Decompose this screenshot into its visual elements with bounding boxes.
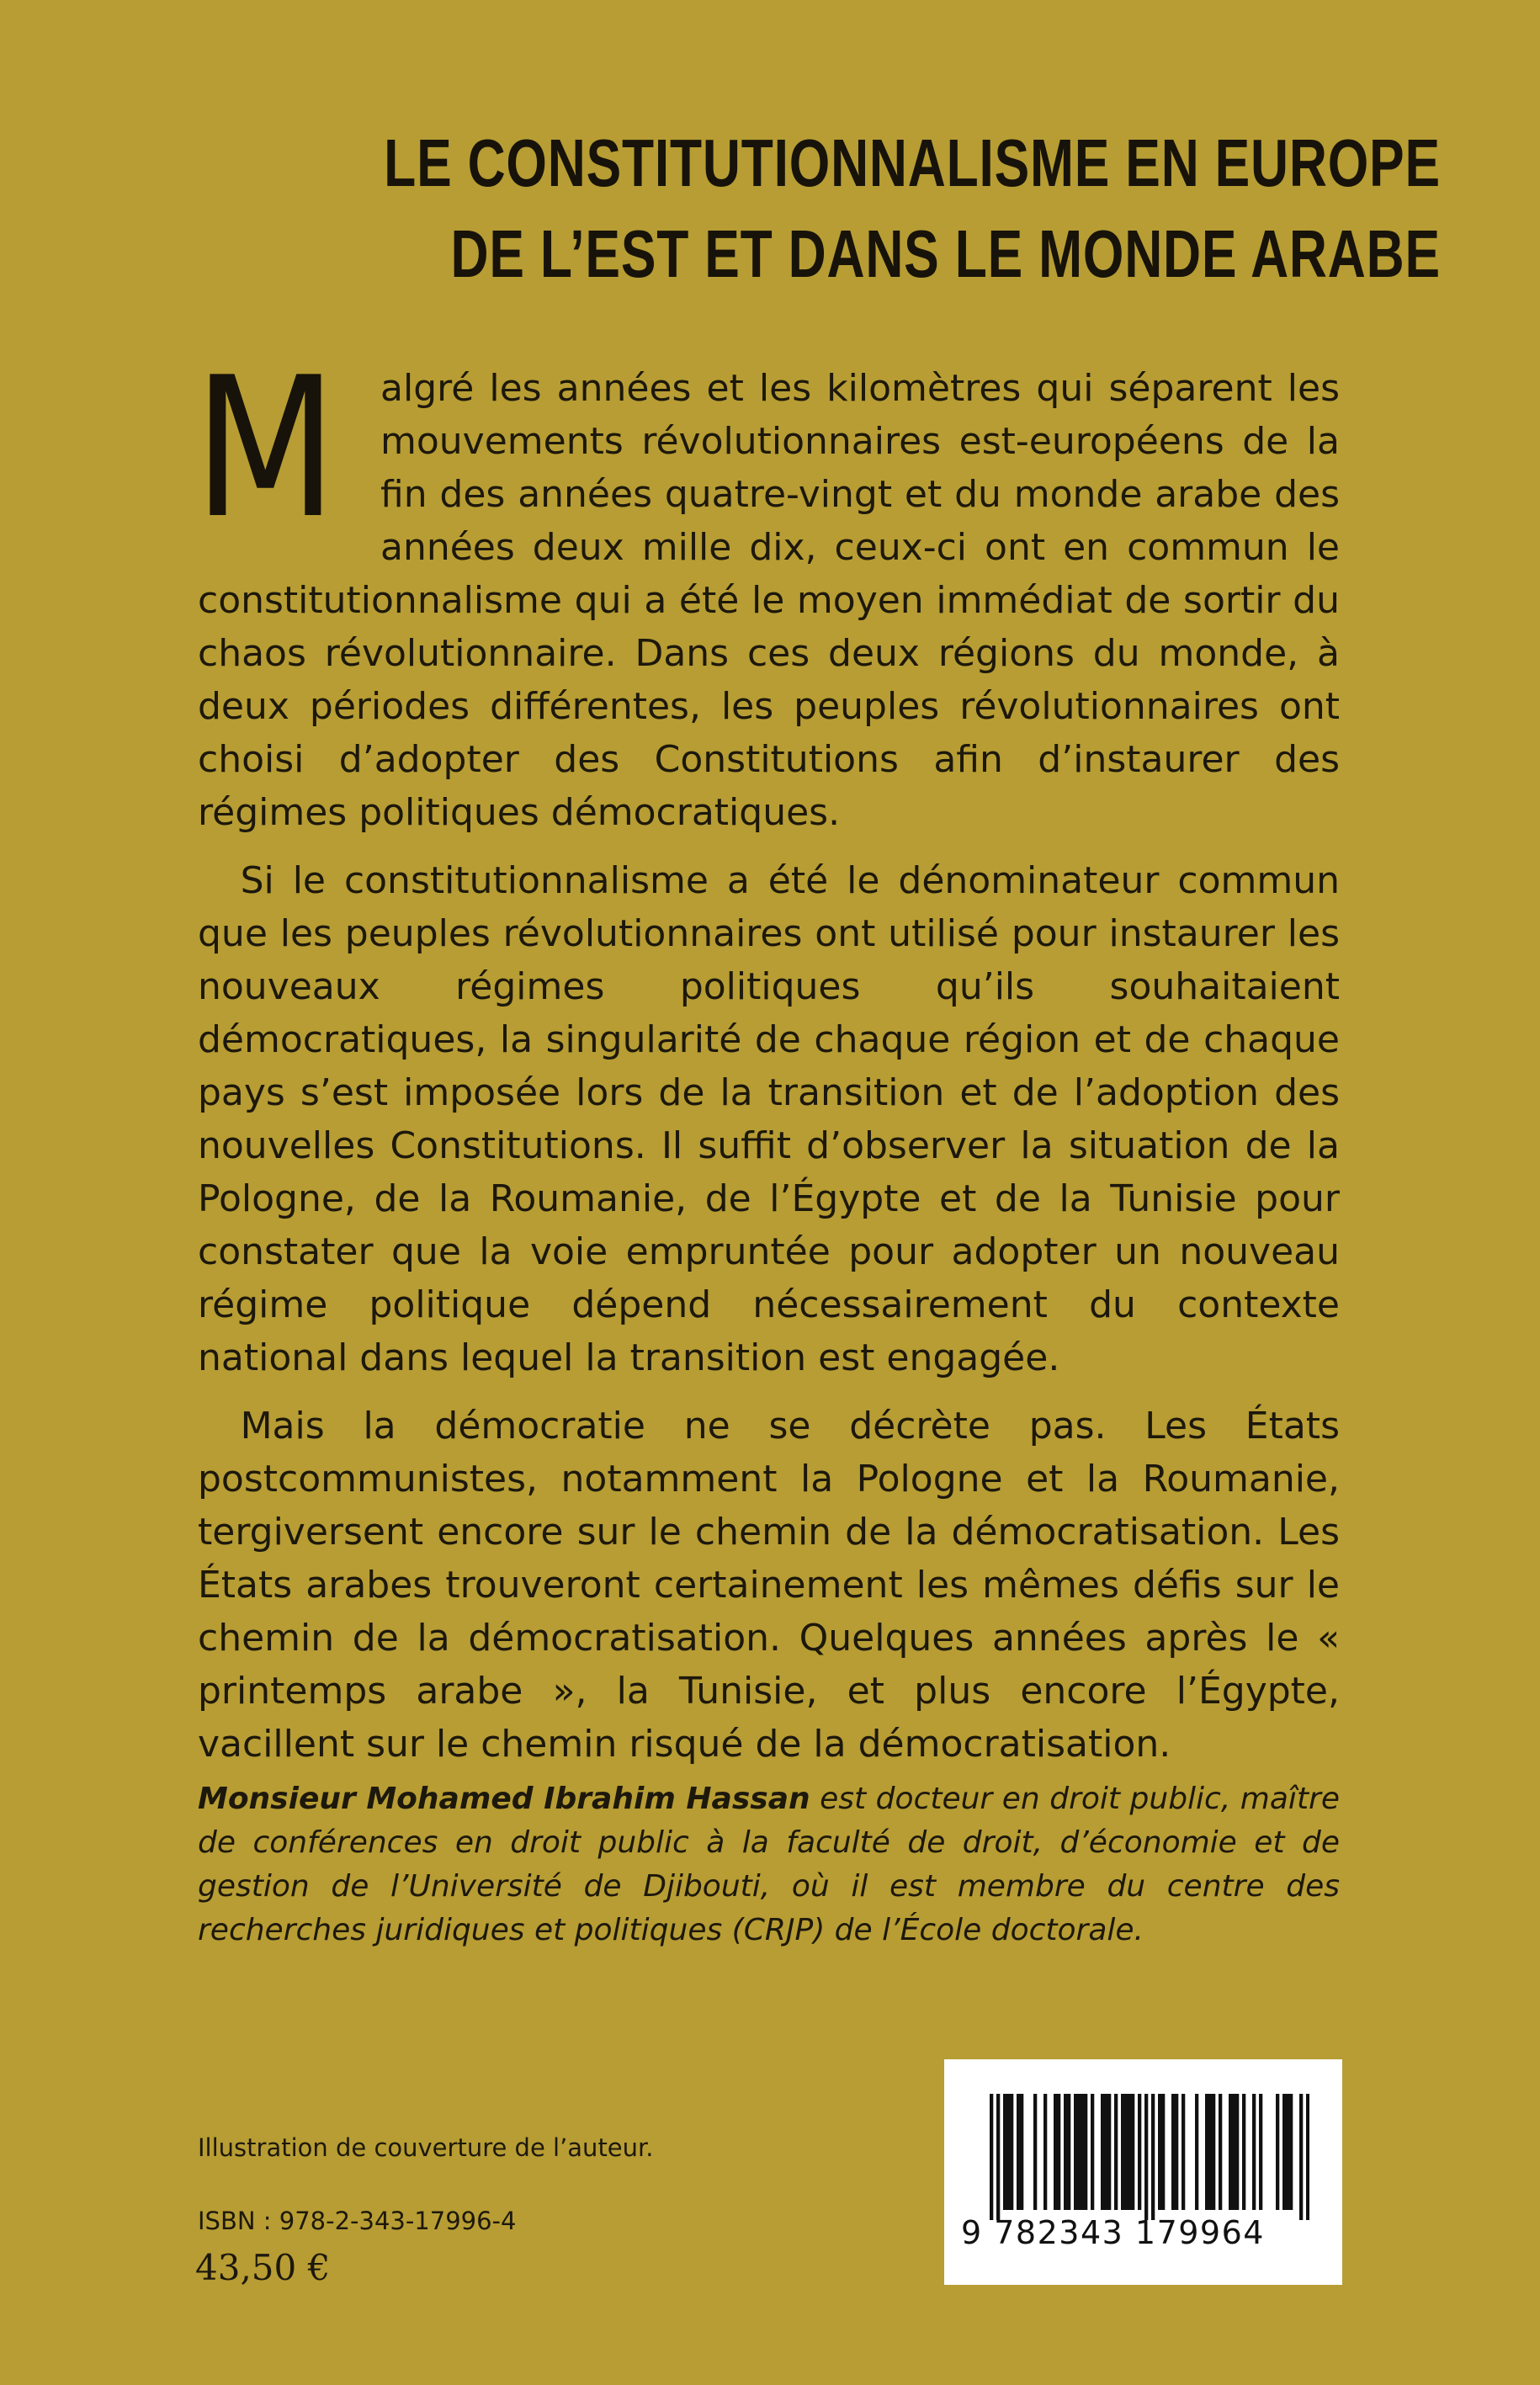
barcode-bar: [1128, 2094, 1131, 2210]
barcode-bar: [1077, 2094, 1081, 2210]
paragraph-2: Si le constitutionnalisme a été le dénominateur commun que les peuples révolutionnaires ont utilisé pour instaurer les nouveaux régimes politiques qu’ils souhaitaient démocratiques, la singularité de chaque région et de chaque pays s’est imposée lors de la transition et de l’adoption des nouvelles Constitutions. Il suffit d’observer la situation de la Pologne, de la Roumanie, de l’Égypte et de la Tunisie pour constater que la voie empruntée pour adopter un nouveau régime politique dépend nécessairement du contexte national dans lequel la transition est engagée.: [198, 859, 1340, 1379]
barcode-bar: [1017, 2094, 1020, 2210]
barcode-bar: [1084, 2094, 1087, 2210]
barcode-bar: [1131, 2094, 1134, 2210]
barcode-bar: [1091, 2094, 1094, 2210]
title-line-1: LE CONSTITUTIONNALISME EN EUROPE: [384, 125, 1441, 200]
barcode-bar: [1006, 2094, 1010, 2210]
barcode-bar: [990, 2094, 993, 2220]
illustration-credit: Illustration de couverture de l’auteur.: [198, 2133, 654, 2162]
price: 43,50 €: [195, 2247, 331, 2288]
barcode-bar: [1074, 2094, 1077, 2210]
barcode-bar: [1171, 2094, 1175, 2210]
barcode-bar: [1289, 2094, 1293, 2210]
barcode-bar: [1067, 2094, 1070, 2210]
barcode-bar: [1121, 2094, 1124, 2210]
paragraph-1: [194, 337, 1340, 839]
barcode-bar: [1010, 2094, 1013, 2210]
barcode-bar: [1242, 2094, 1245, 2210]
barcode-bar: [1306, 2094, 1309, 2220]
barcode-bar: [1252, 2094, 1256, 2210]
barcode-bar: [1205, 2094, 1208, 2210]
barcode-bar: [1282, 2094, 1286, 2210]
barcode-bar: [1003, 2094, 1006, 2210]
barcode-bars: [990, 2094, 1309, 2220]
barcode-bar: [996, 2094, 1000, 2220]
drop-cap: M: [194, 337, 337, 561]
barcode-bar: [1276, 2094, 1279, 2210]
barcode-number: 9 782343 179964: [961, 2214, 1265, 2251]
paragraph-3: Mais la démocratie ne se décrète pas. Les États postcommunistes, notamment la Pologne et la Roumanie, tergiversent encore sur le chemin de la démocratisation. Les États arabes trouveront certainement les mêmes défis sur le chemin de la démocratisation. Quelques années après le « printemps arabe », la Tunisie, et plus encore l’Égypte, vacillent sur le chemin risqué de la démocratisation.: [198, 1405, 1340, 1766]
barcode-bar: [1259, 2094, 1262, 2210]
barcode-bar: [1286, 2094, 1289, 2210]
barcode-bar: [1208, 2094, 1212, 2210]
barcode-bar: [1081, 2094, 1084, 2210]
barcode-bar: [1151, 2094, 1155, 2220]
barcode-bar: [1124, 2094, 1128, 2210]
barcode-bar: [1158, 2094, 1161, 2210]
author-name: Monsieur Mohamed Ibrahim Hassan: [198, 1782, 810, 1816]
barcode-bar: [1235, 2094, 1239, 2210]
barcode-bar: [1054, 2094, 1057, 2210]
summary-text: [194, 337, 1340, 1771]
barcode-bar: [1104, 2094, 1107, 2210]
book-title: [384, 118, 1441, 300]
barcode-bar: [1107, 2094, 1111, 2210]
barcode-bar: [1195, 2094, 1198, 2210]
barcode-bar: [1229, 2094, 1232, 2210]
isbn: ISBN : 978-2-343-17996-4: [198, 2207, 517, 2235]
barcode-bar: [1161, 2094, 1165, 2210]
barcode-bar: [1212, 2094, 1215, 2210]
barcode-bar: [1144, 2094, 1148, 2220]
barcode-bar: [1114, 2094, 1118, 2210]
barcode-bar: [1033, 2094, 1037, 2210]
barcode-bar: [1219, 2094, 1222, 2210]
barcode-bar: [1182, 2094, 1185, 2210]
title-line-2: DE L’EST ET DANS LE MONDE ARABE: [450, 216, 1441, 291]
barcode-bar: [1020, 2094, 1023, 2210]
barcode-bar: [1043, 2094, 1047, 2210]
barcode-bar: [1232, 2094, 1235, 2210]
barcode-bar: [1064, 2094, 1067, 2210]
barcode-bar: [1299, 2094, 1303, 2220]
barcode: [944, 2059, 1342, 2285]
paragraph-1-text: algré les années et les kilomètres qui séparent les mouvements révolutionnaires est-européens de la fin des années quatre-vingt et du monde arabe des années deux mille dix, ceux-ci ont en commun le constitutionnalisme qui a été le moyen immédiat de sortir du chaos révolutionnaire. Dans ces deux régions du monde, à deux périodes différentes, les peuples révolutionnaires ont choisi d’adopter des Constitutions afin d’instaurer des régimes politiques démocratiques.: [198, 367, 1340, 834]
author-bio-text: est docteur en droit public, maître de conférences en droit public à la faculté de droit, d’économie et de gestion de l’Université de Djibouti, où il est membre du centre des recherches juridiques et politiques (CRJP) de l’École doctorale.: [198, 1782, 1341, 1947]
barcode-bar: [1175, 2094, 1178, 2210]
barcode-bar: [1101, 2094, 1104, 2210]
author-bio: [198, 1777, 1340, 1952]
barcode-bar: [1057, 2094, 1060, 2210]
barcode-bar: [1138, 2094, 1141, 2210]
